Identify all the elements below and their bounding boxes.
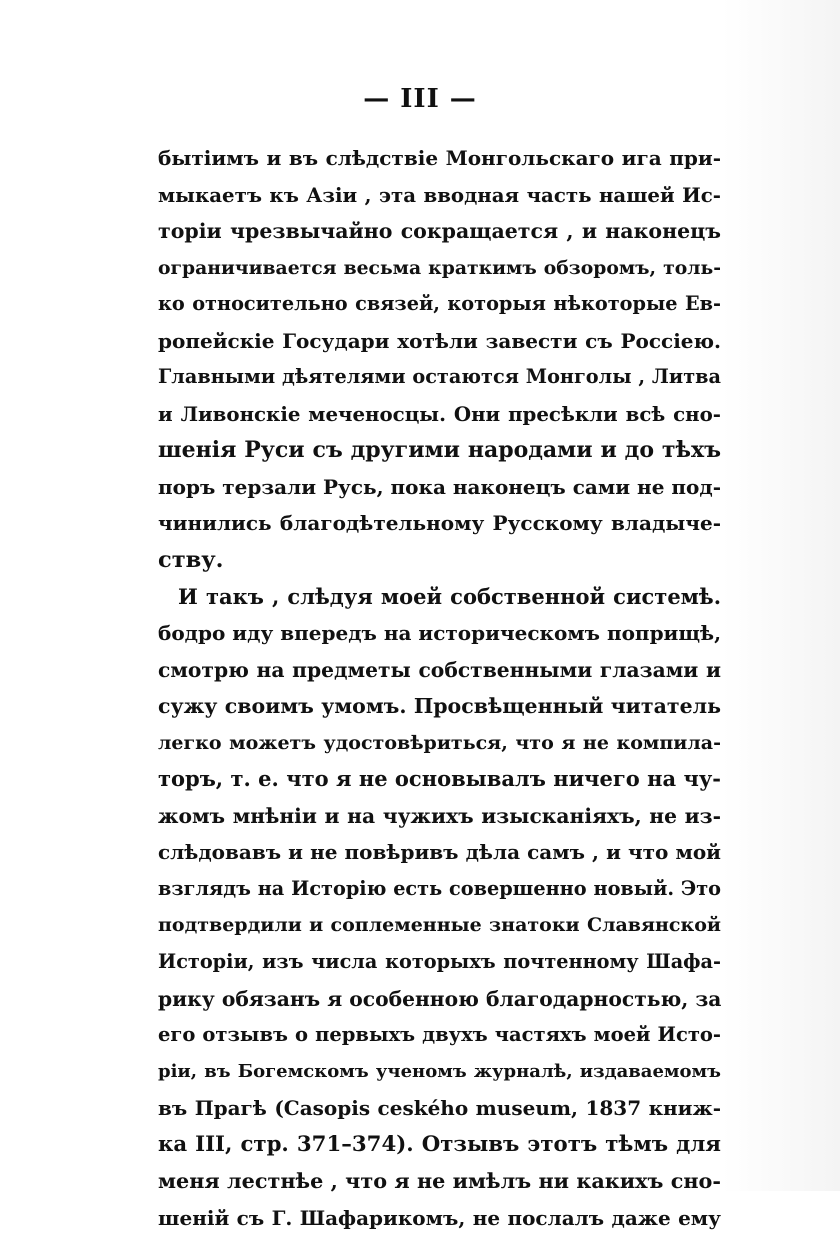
text-line: бытіимъ и въ слѣдствіе Монгольскаго ига при- xyxy=(158,146,721,170)
text-line: чинились благодѣтельному Русскому владыче- xyxy=(158,511,721,536)
text-line: торіи чрезвычайно сокращается , и наконецъ xyxy=(158,219,721,244)
text-line: рику обязанъ я особенною благодарностью, за xyxy=(158,986,722,1011)
text-line: ропейскіе Государи хотѣли завести съ Россіею. xyxy=(158,328,721,353)
text-line: подтвердили и соплеменные знатоки Славянской xyxy=(158,914,721,937)
text-line: легко можетъ удостовѣриться, что я не компила- xyxy=(158,731,721,754)
text-line: Главными дѣятелями остаются Монголы , Литва xyxy=(158,365,721,389)
text-line: ству. xyxy=(158,547,224,574)
text-line: меня лестнѣе , что я не имѣлъ ни какихъ сно- xyxy=(158,1169,721,1194)
text-line: сужу своимъ умомъ. Просвѣщенный читатель xyxy=(158,694,721,719)
text-line: его отзывъ о первыхъ двухъ частяхъ моей Исто- xyxy=(158,1023,721,1047)
text-line: ка III, стр. 371–374). Отзывъ этотъ тѣмъ для xyxy=(158,1131,721,1157)
text-line: и Ливонскіе меченосцы. Они пресѣкли всѣ сно- xyxy=(158,401,721,426)
text-line: шеній съ Г. Шафарикомъ, не послалъ даже ему xyxy=(158,1205,721,1230)
text-line: жомъ мнѣніи и на чужихъ изысканіяхъ, не из- xyxy=(158,803,721,828)
text-line: въ Прагѣ (Casopis ceského museum, 1837 книж- xyxy=(158,1096,721,1121)
text-line: шенія Руси съ другими народами и до тѣхъ xyxy=(158,437,721,464)
text-line: ко относительно связей, которыя нѣкоторые Ев- xyxy=(158,292,721,316)
text-line: торъ, т. е. что я не основывалъ ничего на чу- xyxy=(158,766,721,792)
text-line: мыкаетъ къ Азіи , эта вводная часть нашей Ис- xyxy=(158,182,721,207)
text-line: бодро иду впередъ на историческомъ поприщѣ, xyxy=(158,621,722,646)
body-text xyxy=(158,140,721,1236)
text-line: ріи, въ Богемскомъ ученомъ журналѣ, издаваемомъ xyxy=(158,1060,721,1082)
paragraph-1 xyxy=(158,140,721,579)
page-number: — III — xyxy=(363,84,477,114)
text-line: поръ терзали Русь, пока наконецъ сами не под- xyxy=(158,474,721,499)
text-line: ограничивается весьма краткимъ обзоромъ, толь- xyxy=(158,256,721,279)
text-line: взглядъ на Исторію есть совершенно новый. Это xyxy=(158,876,721,900)
text-line: И такъ , слѣдуя моей собственной системѣ. xyxy=(178,583,721,609)
text-line: смотрю на предметы собственными глазами и xyxy=(158,657,721,682)
text-line: Исторіи, изъ числа которыхъ почтенному Шафа- xyxy=(158,950,721,974)
paragraph-2 xyxy=(158,579,721,1236)
text-line: слѣдовавъ и не повѣривъ дѣла самъ , и что мой xyxy=(158,840,721,865)
